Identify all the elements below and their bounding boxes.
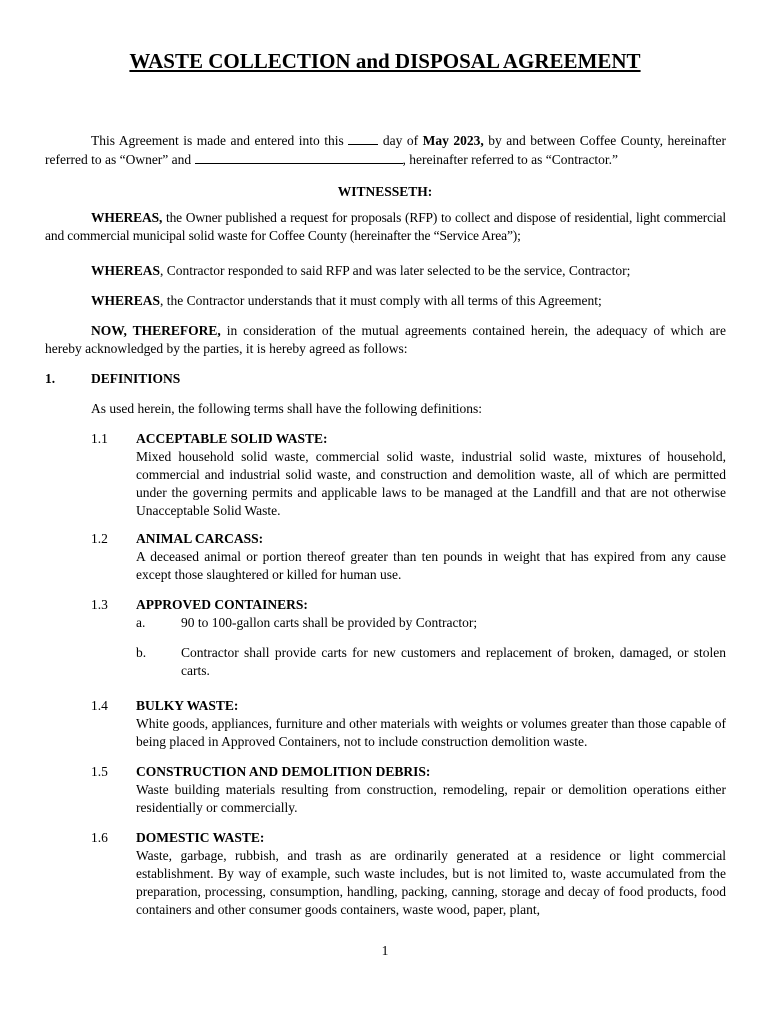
now-therefore-lead: NOW, THEREFORE, xyxy=(91,323,221,338)
whereas-paragraph-2 xyxy=(45,262,726,280)
definition-text: Mixed household solid waste, commercial solid waste, industrial solid waste, mixtures of household, commercial and industrial solid waste, and construction and demolition waste, all of which are permitted under the governing permits and applicable laws to be managed at the Landfill and that are not otherwise Unacceptable Solid Waste. xyxy=(136,449,726,518)
as-used-text: As used herein, the following terms shall have the following definitions: xyxy=(91,401,483,416)
item-letter: a. xyxy=(136,615,146,630)
intro-date: May 2023, xyxy=(422,133,484,148)
definition-heading: DOMESTIC WASTE: xyxy=(136,830,265,845)
whereas-paragraph-3 xyxy=(45,292,726,310)
page-number: 1 xyxy=(381,943,389,958)
whereas-paragraph-1 xyxy=(45,209,726,245)
definition-text: Waste, garbage, rubbish, and trash as are ordinarily generated at a residence or light commercial establishment. By way of example, such waste includes, but is not limited to, waste accumulated from the preparation, processing, consumption, handling, packing, canning, storage and decay of food products, food containers and other consumer goods containers, waste wood, paper, plant, xyxy=(136,848,726,917)
intro-text-4: , hereinafter referred to as “Contractor.” xyxy=(402,152,619,167)
definition-approved-containers xyxy=(136,596,726,614)
intro-paragraph xyxy=(45,131,726,169)
definition-heading: CONSTRUCTION AND DEMOLITION DEBRIS: xyxy=(136,764,431,779)
definition-heading: APPROVED CONTAINERS: xyxy=(136,597,308,612)
whereas-lead: WHEREAS, xyxy=(91,210,163,225)
definition-heading: ANIMAL CARCASS: xyxy=(136,531,264,546)
contractor-blank xyxy=(195,150,403,164)
now-therefore-paragraph xyxy=(45,322,726,358)
definition-text: White goods, appliances, furniture and other materials with weights or volumes greater than those capable of being placed in Approved Containers, not to include construction demolition waste. xyxy=(136,716,726,749)
definition-bulky-waste xyxy=(136,697,726,751)
definition-number: 1.3 xyxy=(91,597,108,612)
definition-number: 1.1 xyxy=(91,431,108,446)
whereas-lead: WHEREAS xyxy=(91,293,161,308)
definition-domestic-waste xyxy=(136,829,726,919)
whereas-lead: WHEREAS xyxy=(91,263,161,278)
witnesseth-heading: WITNESSETH: xyxy=(337,184,433,199)
definition-text: Waste building materials resulting from construction, remodeling, repair or demolition operations either residentially or commercially. xyxy=(136,782,726,815)
intro-text-2: day of xyxy=(378,133,423,148)
document-title: WASTE COLLECTION and DISPOSAL AGREEMENT xyxy=(129,49,641,73)
item-text: Contractor shall provide carts for new customers and replacement of broken, damaged, or stolen carts. xyxy=(181,645,726,678)
section-number: 1. xyxy=(45,371,56,386)
definition-animal-carcass xyxy=(136,530,726,584)
now-therefore-text: in consideration of the mutual agreements contained herein, the adequacy of which are hereby acknowledged by the parties, it is hereby agreed as follows: xyxy=(45,323,726,356)
definition-number: 1.2 xyxy=(91,531,108,546)
definition-acceptable-solid-waste xyxy=(136,430,726,520)
definition-text: A deceased animal or portion thereof greater than ten pounds in weight that has expired from any cause except those slaughtered or killed for human use. xyxy=(136,549,726,582)
section-heading: DEFINITIONS xyxy=(91,371,181,386)
definition-heading: BULKY WASTE: xyxy=(136,698,239,713)
definition-number: 1.5 xyxy=(91,764,108,779)
definition-construction-demolition xyxy=(136,763,726,817)
whereas-text: the Owner published a request for proposals (RFP) to collect and dispose of residential, light commercial and commercial municipal solid waste for Coffee County (hereinafter the “Service Area”); xyxy=(45,210,726,243)
definition-number: 1.4 xyxy=(91,698,108,713)
item-letter: b. xyxy=(136,645,147,660)
intro-text-3: by and between Coffee County, hereinafter referred to as “Owner” and xyxy=(45,133,726,167)
definition-number: 1.6 xyxy=(91,830,108,845)
item-text: 90 to 100-gallon carts shall be provided by Contractor; xyxy=(181,615,478,630)
whereas-text: , the Contractor understands that it must comply with all terms of this Agreement; xyxy=(160,293,602,308)
intro-text-1: This Agreement is made and entered into this xyxy=(91,133,349,148)
day-blank xyxy=(348,131,378,145)
definition-heading: ACCEPTABLE SOLID WASTE: xyxy=(136,431,328,446)
whereas-text: , Contractor responded to said RFP and was later selected to be the service, Contractor; xyxy=(160,263,631,278)
